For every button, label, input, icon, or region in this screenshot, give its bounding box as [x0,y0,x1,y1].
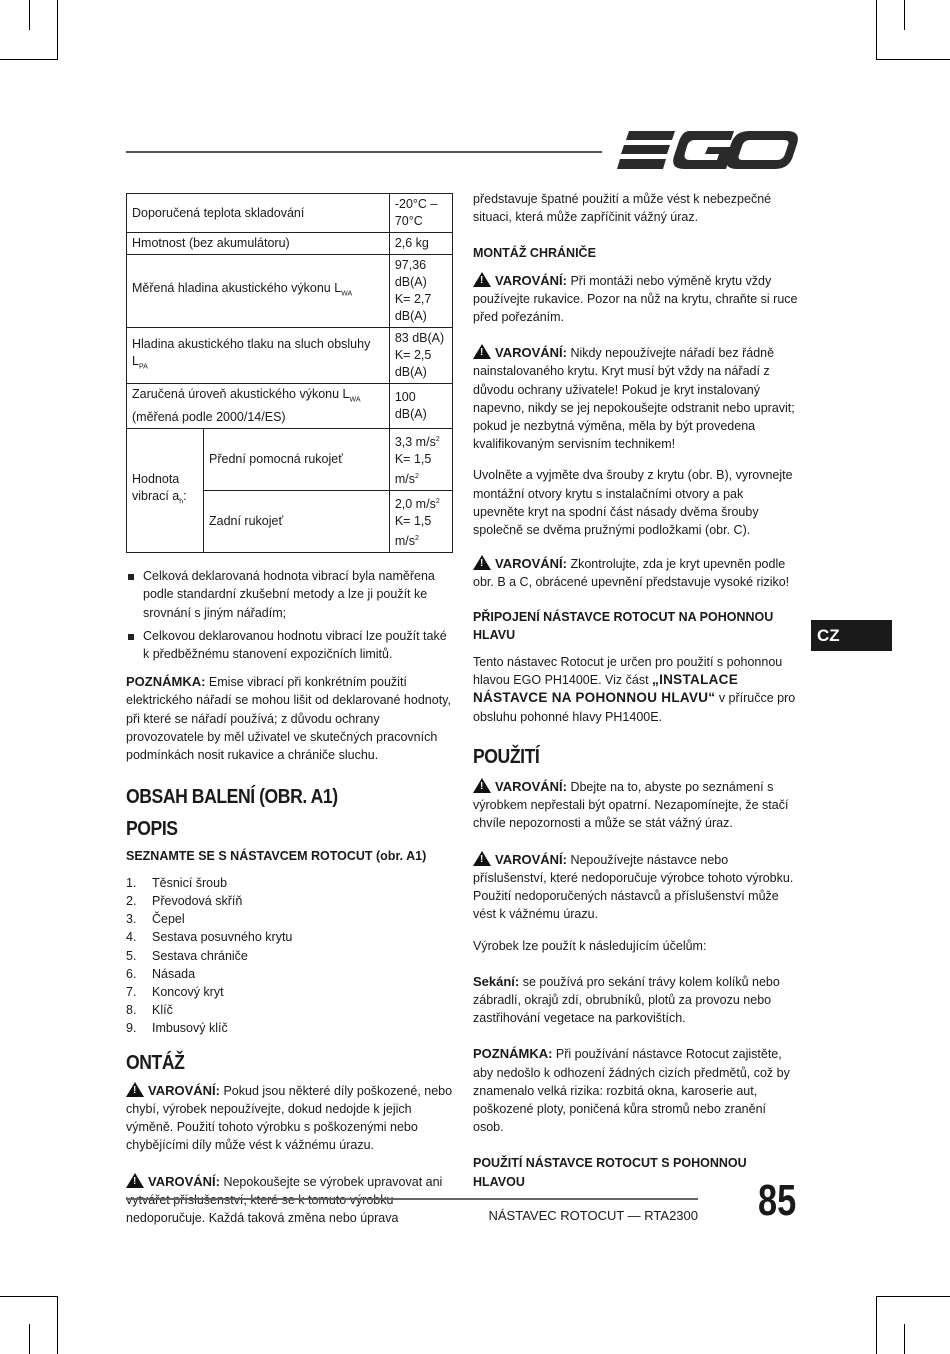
crop-mark [904,1324,905,1354]
body-text: Tento nástavec Rotocut je určen pro použití s pohonnou hlavou EGO PH1400E. Viz část [473,655,783,688]
list-item [126,874,453,892]
body-paragraph [473,973,798,1028]
warning-text: Zkontrolujte, zda je kryt upevněn podle obr. B a C, obrácené upevnění představuje vysoké riziko! [473,557,790,590]
list-item [126,965,453,983]
item-number: 8. [126,1003,137,1018]
item-number: 4. [126,930,137,945]
label-text: Hladina akustického tlaku na sluch obsluhy L [132,336,371,368]
warning-paragraph [126,1082,453,1155]
warning-paragraph [473,555,798,591]
heading-popis: POPIS [126,818,178,841]
table-cell-label [127,328,390,384]
list-item [126,983,453,1001]
heading-pouziti-pohon: POUŽITÍ NÁSTAVCE ROTOCUT S POHONNOU HLAVOU [473,1156,747,1189]
heading-pripojeni: PŘIPOJENÍ NÁSTAVCE ROTOCUT NA POHONNOU HLAVU [473,609,774,642]
crop-mark [876,1296,950,1297]
ego-logo [617,129,800,171]
item-text: Koncový kryt [152,984,224,999]
list-item [126,1001,453,1019]
value-text: K= 2,7 dB(A) [394,292,432,323]
label-sub: PA [138,363,148,371]
footer-title: NÁSTAVEC ROTOCUT — RTA2300 [488,1208,698,1223]
value-text: 97,36 dB(A) [394,258,427,289]
warning-label: VAROVÁNÍ: [495,779,567,795]
right-column [473,190,798,1200]
value-sup: 2 [435,435,440,443]
label-text: Hodnota vibrací a [132,471,180,503]
heading-montaz-chranice: MONTÁŽ CHRÁNIČE [473,246,596,261]
table-cell-value [389,428,452,490]
value-text: 3,3 m/s [394,434,436,449]
item-text: Sestava chrániče [152,948,248,963]
value-sup: 2 [435,497,440,505]
heading-seznamte: SEZNAMTE SE S NÁSTAVCEM ROTOCUT (obr. A1) [126,848,427,863]
item-number: 2. [126,893,137,908]
note-text: Při používání nástavce Rotocut zajistěte, aby nedošlo k odhození žádných cizích předmětů, což by znamenalo velká rizika: rozbitá okna, karoserie aut, poškozené ploty, poničená kůra stromů nebo zranění osob. [473,1047,790,1135]
table-row [127,428,453,490]
warning-text: Nepokoušejte se výrobek upravovat ani nedoporučuje. Každá taková změna nebo úprava [126,1174,443,1226]
note-paragraph [473,1045,798,1136]
warning-icon [126,1082,144,1097]
reference-text: „INSTALACE NÁSTAVCE NA POHONNOU HLAVU“ [473,672,739,706]
warning-paragraph [473,778,798,833]
list-item [126,910,453,928]
warning-paragraph [473,851,798,924]
left-column [126,193,453,1240]
list-item [126,947,453,965]
crop-mark [0,59,58,60]
body-paragraph: Výrobek lze použít k následujícím účelům: [473,938,707,953]
table-cell-value [389,255,452,328]
table-row [127,328,453,384]
item-text: Převodová skříň [152,893,243,908]
item-text: Sestava posuvného krytu [152,930,293,945]
warning-label: VAROVÁNÍ: [148,1173,220,1189]
crop-mark [876,0,877,60]
crop-mark [876,59,950,60]
crop-mark [0,1296,58,1297]
crop-mark [876,1296,877,1354]
table-cell-value [389,328,452,384]
value-sup: 2 [414,534,419,542]
label-text: (měřená podle 2000/14/ES) [132,409,286,424]
warning-text: Pokud jsou některé díly poškozené, nebo chybí, výrobek nepoužívejte, dokud nedojde k jejich výměně. Použití tohoto výrobku s poškozenými nebo chybějícími díly může vést k vážnému úrazu. [126,1083,453,1153]
table-row [127,384,453,429]
label-text: : [183,488,187,503]
crop-mark [57,0,58,60]
item-text: Násada [152,966,196,981]
list-item: Celkovou deklarovanou hodnotu vibrací lze použít také k předběžnému stanovení expozičních limitů. [126,627,453,663]
warning-label: VAROVÁNÍ: [148,1082,220,1098]
bullet-list [126,567,453,663]
warning-label: VAROVÁNÍ: [495,556,567,572]
table-cell-label [127,384,390,429]
body-text: v příručce pro obsluhu pohonné hlavy PH1400E. [473,691,796,724]
header-rule [126,151,602,153]
crop-mark [29,0,30,30]
item-text: Klíč [152,1003,173,1018]
table-cell-label: Přední pomocná rukojeť [204,428,390,490]
language-tab: CZ [811,620,892,651]
warning-paragraph [473,272,798,327]
label-sub: h [179,498,184,506]
note-label: POZNÁMKA: [126,674,206,690]
item-number: 9. [126,1021,137,1036]
crop-mark [904,0,905,30]
continued-paragraph: představuje špatné použití a může vést k nebezpečné situaci, která může zapříčinit vážný úraz. [473,192,772,225]
spec-table [126,193,453,553]
value-text: 83 dB(A) [394,331,445,345]
warning-icon [473,778,491,793]
footer-rule [126,1198,698,1200]
note-text: Emise vibrací při konkrétním použití elektrického nářadí se mohou lišit od deklarované hodnoty, při které se nářadí používá; z důvodu ochrany provozovatele by měl uživatel ve skutečných pracovních podmínkách nosit rukavice a chrániče sluchu. [126,675,451,762]
label-sub: WA [349,396,361,404]
warning-icon [473,851,491,866]
table-cell-value: 2,6 kg [389,233,452,255]
body-paragraph: Uvolněte a vyjměte dva šrouby z krytu (obr. B), vyrovnejte montážní otvory krytu s instalačními otvory a pak upevněte kryt na spodní část násady dvěma šrouby společně se dvěma pružnými podložkami (obr. C). [473,468,793,538]
heading-pouziti: POUŽITÍ [473,745,540,768]
value-text: 2,0 m/s [394,496,436,511]
item-number: 5. [126,948,137,963]
table-cell-label: Zadní rukojeť [204,490,390,552]
value-text: K= 2,5 dB(A) [394,348,432,379]
warning-text: Nepoužívejte nástavce nebo příslušenství, které nedoporučuje výrobce tohoto výrobku. Použití nedoporučených nástavců a příslušenství může vést k vážnému úrazu. [473,852,794,922]
table-row [127,194,453,233]
crop-mark [29,1324,30,1354]
table-row [127,255,453,328]
warning-text: Dbejte na to, abyste po seznámení s výrobkem nepřestali být opatrní. Nezapomínejte, že stačí chvíle nepozornosti a může se stát vážný úraz. [473,780,789,831]
value-text: K= 1,5 m/s [394,451,432,486]
table-cell-label: Hmotnost (bez akumulátoru) [127,233,390,255]
table-cell-value: -20°C – 70°C [389,194,452,233]
value-text: K= 1,5 m/s [394,513,432,549]
term-label: Sekání: [473,973,520,989]
item-text: Čepel [152,912,185,927]
warning-icon [473,272,491,287]
item-text: Těsnicí šroub [152,875,228,890]
list-item [126,928,453,946]
note-label: POZNÁMKA: [473,1046,553,1062]
label-text: Zaručená úroveň akustického výkonu L [132,387,350,401]
table-cell-value [389,490,452,552]
warning-label: VAROVÁNÍ: [495,345,567,361]
warning-text: Při montáži nebo výměně krytu vždy používejte rukavice. Pozor na nůž na krytu, chraňte si ruce před pořezáním. [473,273,798,325]
item-number: 6. [126,966,137,981]
table-cell-label [127,428,204,553]
crop-mark [57,1296,58,1354]
list-item: Celková deklarovaná hodnota vibrací byla naměřena podle standardní zkušební metody a lze ji použít ke srovnání s jiným nářadím; [126,567,453,622]
warning-icon [473,555,491,570]
list-item [126,892,453,910]
item-number: 1. [126,875,137,890]
label-sub: WA [341,290,353,298]
warning-paragraph [473,344,798,453]
warning-text: Nikdy nepoužívejte nářadí bez řádně nainstalovaného krytu. Kryt musí být vždy na nářadí z důvodu ochrany uživatele! Pokud je kryt instalovaný napevno, nikdy se jej nepokoušejte odstranit nebo upravit; pokud je nezbytná výměna, měla by být provedena kvalifikovaným servisním technikem! [473,346,795,452]
warning-label: VAROVÁNÍ: [495,851,567,867]
table-row [127,233,453,255]
item-text: Imbusový klíč [152,1021,228,1036]
warning-icon [126,1173,144,1188]
label-text: Měřená hladina akustického výkonu L [132,280,342,295]
table-cell-label: Doporučená teplota skladování [127,194,390,233]
body-text: se používá pro sekání trávy kolem kolíků nebo zábradlí, okrajů zdí, obrubníků, plotů za provozu nebo zastřihování vegetace na parkovištích. [473,974,780,1026]
note-paragraph [126,673,453,764]
page-number: 85 [758,1176,797,1225]
table-cell-value: 100 dB(A) [389,384,452,429]
heading-contents: OBSAH BALENÍ (OBR. A1) [126,786,338,809]
body-paragraph [473,653,798,726]
table-cell-label [127,255,390,328]
heading-montaz: ONTÁŽ [126,1051,185,1074]
value-sup: 2 [414,472,419,480]
warning-icon [473,344,491,359]
item-number: 7. [126,984,137,999]
parts-list [126,874,453,1038]
warning-label: VAROVÁNÍ: [495,272,567,288]
item-number: 3. [126,912,137,927]
ego-logo-icon [617,129,800,171]
list-item [126,1019,453,1037]
